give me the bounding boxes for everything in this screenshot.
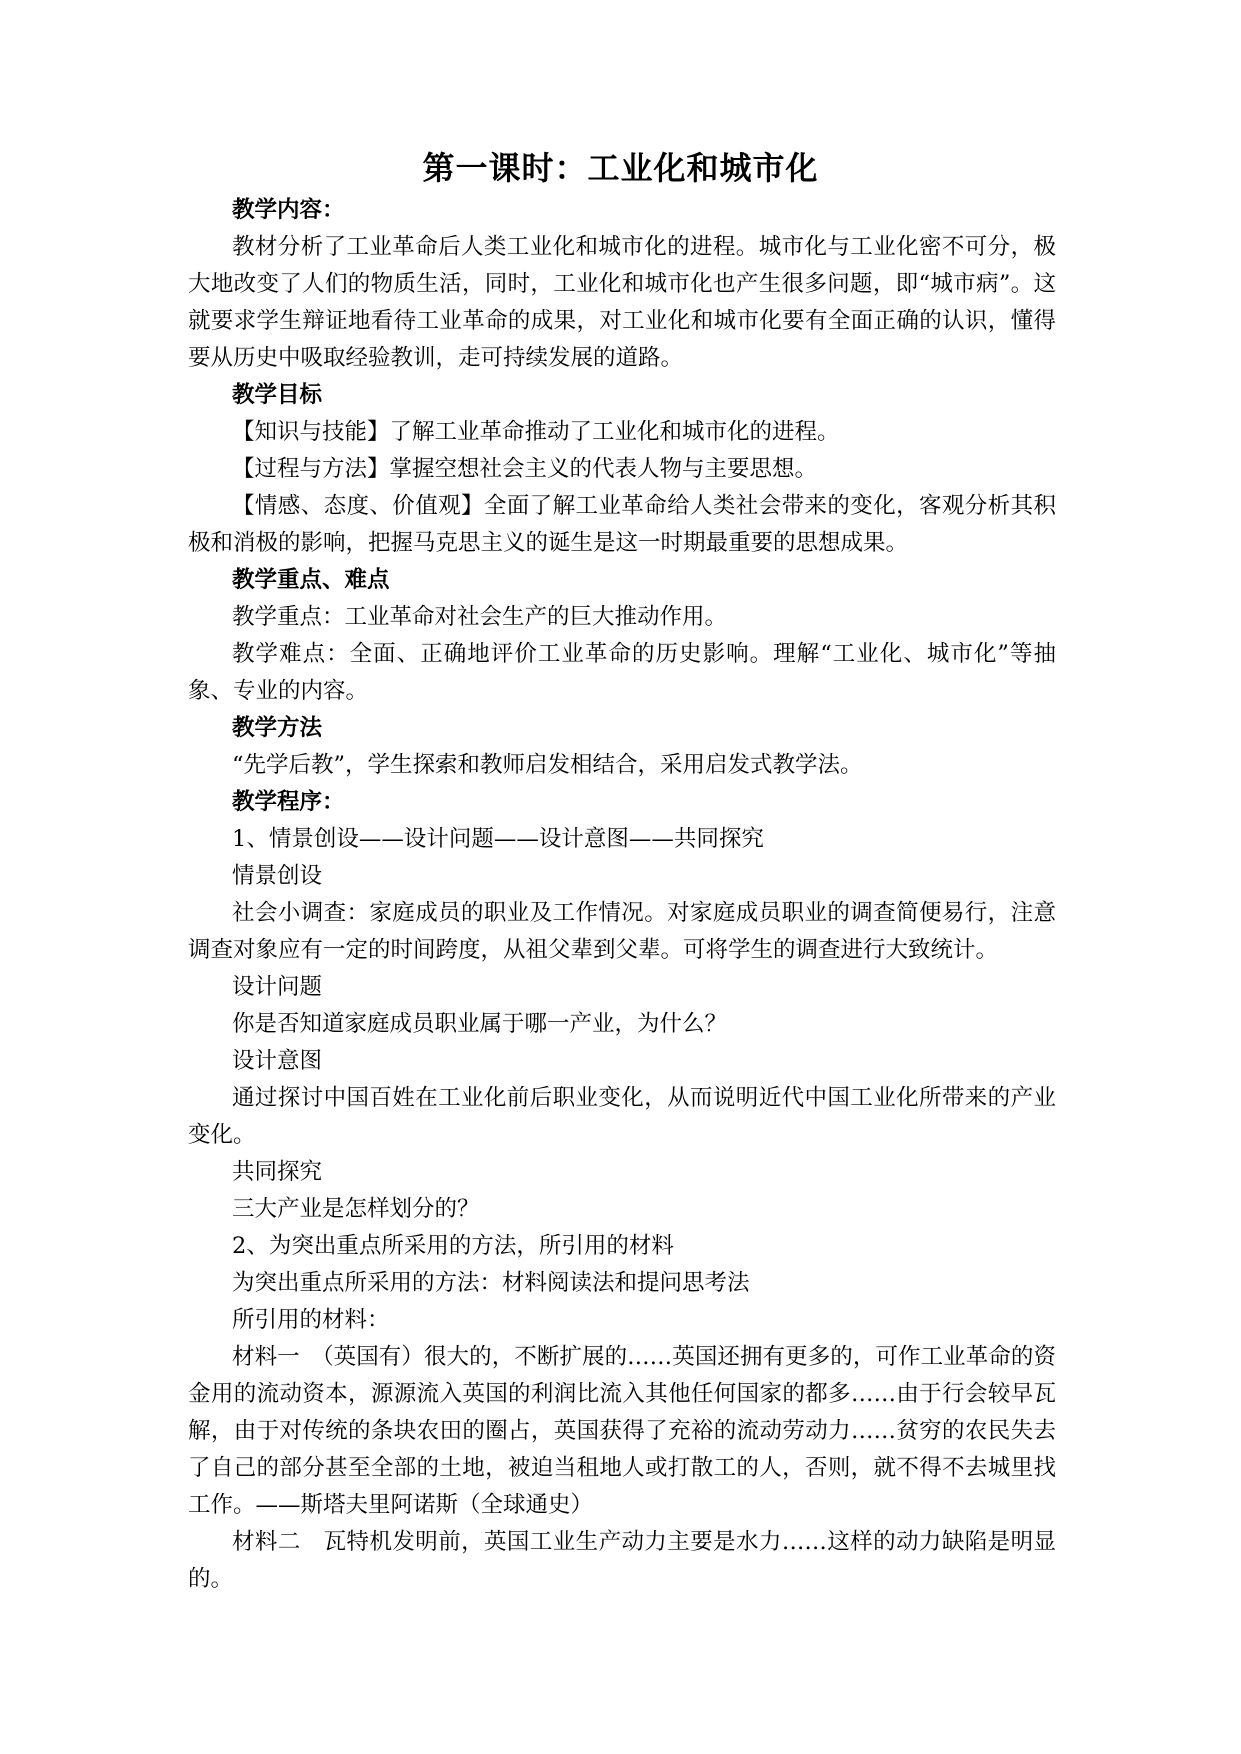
body-paragraph: 通过探讨中国百姓在工业化前后职业变化，从而说明近代中国工业化所带来的产业变化。 bbox=[188, 1085, 1056, 1148]
body-paragraph: 所引用的材料： bbox=[232, 1307, 390, 1333]
body-paragraph: 设计意图 bbox=[232, 1048, 323, 1074]
body-paragraph: 【过程与方法】掌握空想社会主义的代表人物与主要思想。 bbox=[232, 456, 818, 482]
body-paragraph: 情景创设 bbox=[232, 863, 323, 889]
section-heading: 教学方法 bbox=[232, 715, 323, 741]
body-paragraph: 你是否知道家庭成员职业属于哪一产业，为什么？ bbox=[232, 1011, 728, 1037]
body-paragraph: 材料二 瓦特机发明前，英国工业生产动力主要是水力……这样的动力缺陷是明显的。 bbox=[188, 1529, 1056, 1592]
page-title: 第一课时：工业化和城市化 bbox=[422, 149, 819, 187]
body-paragraph: 【情感、态度、价值观】全面了解工业革命给人类社会带来的变化，客观分析其积极和消极的影响，把握马克思主义的诞生是这一时期最重要的思想成果。 bbox=[188, 493, 1056, 556]
document-body bbox=[188, 192, 1056, 1598]
body-paragraph: 1、情景创设——设计问题——设计意图——共同探究 bbox=[232, 826, 764, 852]
body-paragraph: 三大产业是怎样划分的？ bbox=[232, 1196, 480, 1222]
body-paragraph: 教材分析了工业革命后人类工业化和城市化的进程。城市化与工业化密不可分，极大地改变了人们的物质生活，同时，工业化和城市化也产生很多问题，即“城市病”。这就要求学生辩证地看待工业革命的成果，对工业化和城市化要有全面正确的认识，懂得要从历史中吸取经验教训，走可持续发展的道路。 bbox=[188, 234, 1056, 371]
body-paragraph: 材料一 （英国有）很大的，不断扩展的……英国还拥有更多的，可作工业革命的资金用的流动资本，源源流入英国的利润比流入其他任何国家的都多……由于行会较早瓦解，由于对传统的条块农田的圈占，英国获得了充裕的流动劳动力……贫穷的农民失去了自己的部分甚至全部的土地，被迫当租地人或打散工的人，否则，就不得不去城里找工作。——斯塔夫里阿诺斯（全球通史） bbox=[188, 1344, 1056, 1518]
body-paragraph: 2、为突出重点所采用的方法，所引用的材料 bbox=[232, 1233, 674, 1259]
section-heading: 教学重点、难点 bbox=[232, 567, 390, 593]
body-paragraph: 共同探究 bbox=[232, 1159, 323, 1185]
section-heading: 教学内容： bbox=[232, 197, 345, 223]
body-paragraph: “先学后教”，学生探索和教师启发相结合，采用启发式教学法。 bbox=[232, 752, 863, 778]
section-heading: 教学目标 bbox=[232, 382, 323, 408]
body-paragraph: 【知识与技能】了解工业革命推动了工业化和城市化的进程。 bbox=[232, 419, 840, 445]
body-paragraph: 社会小调查：家庭成员的职业及工作情况。对家庭成员职业的调查简便易行，注意调查对象应有一定的时间跨度，从祖父辈到父辈。可将学生的调查进行大致统计。 bbox=[188, 900, 1056, 963]
body-paragraph: 设计问题 bbox=[232, 974, 323, 1000]
section-heading: 教学程序： bbox=[232, 789, 345, 815]
body-paragraph: 为突出重点所采用的方法：材料阅读法和提问思考法 bbox=[232, 1270, 750, 1296]
body-paragraph: 教学重点：工业革命对社会生产的巨大推动作用。 bbox=[232, 604, 728, 630]
body-paragraph: 教学难点：全面、正确地评价工业革命的历史影响。理解“工业化、城市化”等抽象、专业的内容。 bbox=[188, 641, 1056, 704]
